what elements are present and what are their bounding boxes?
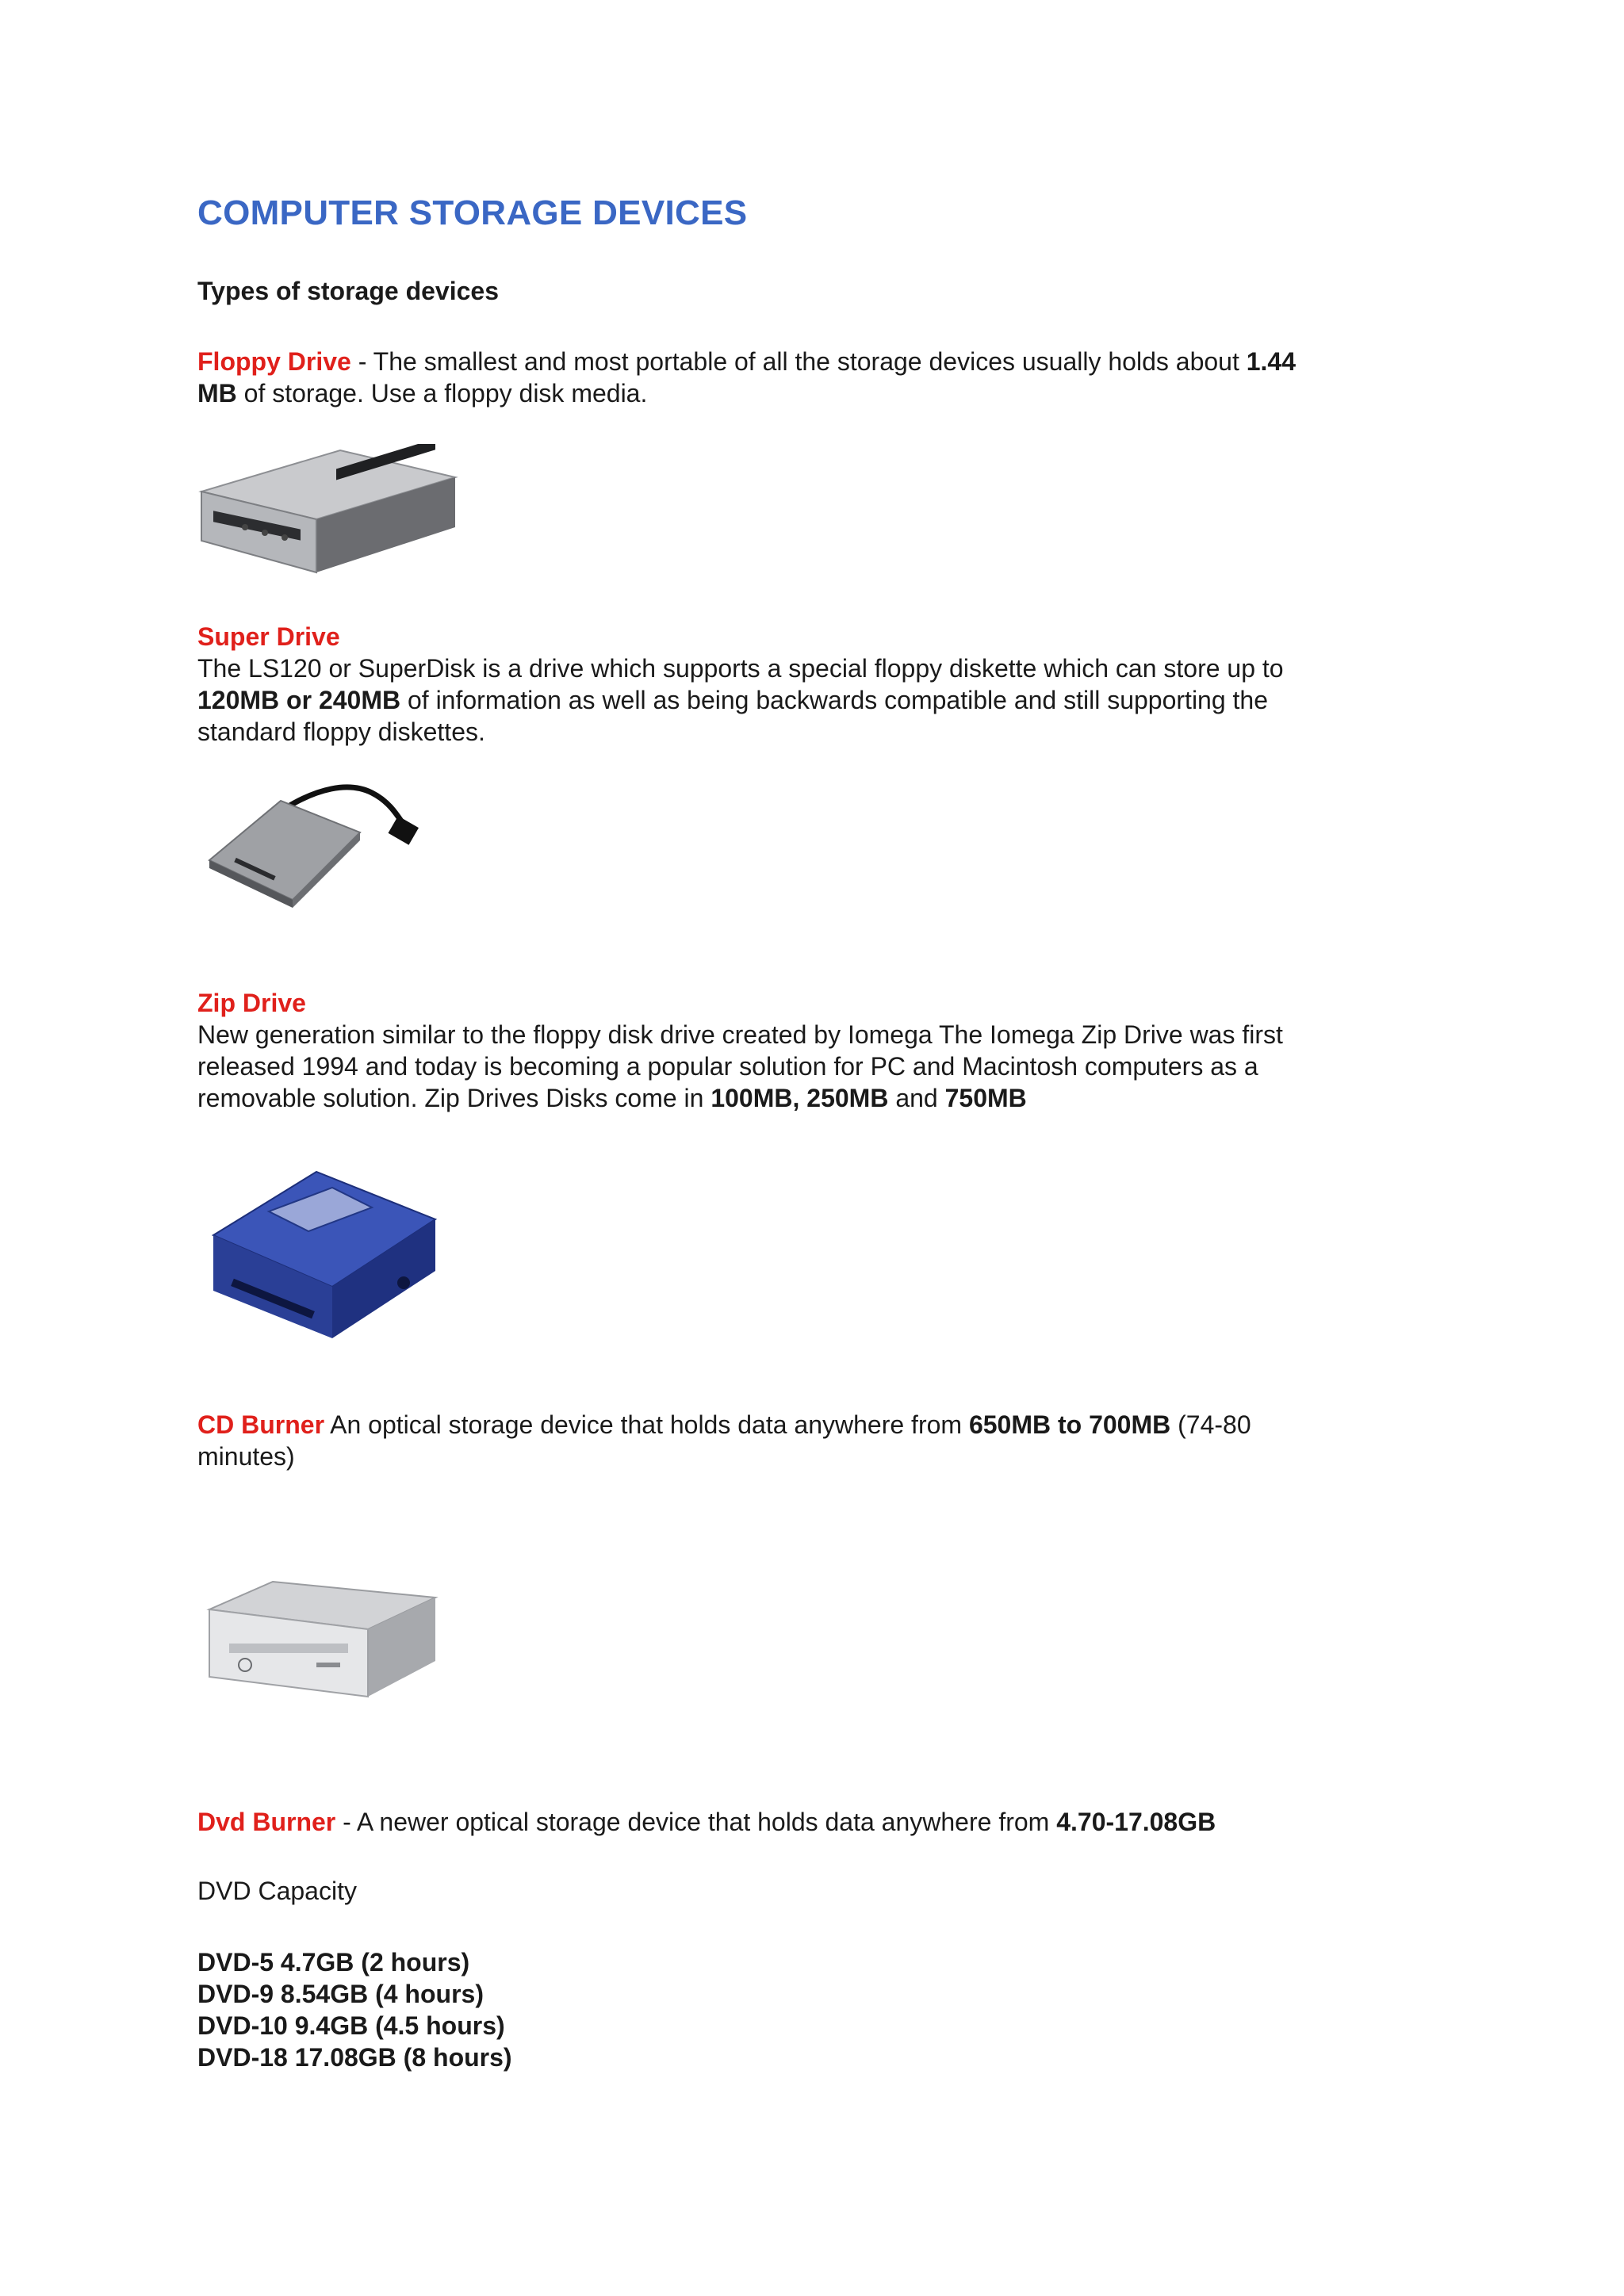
list-item: DVD-9 8.54GB (4 hours)	[197, 1980, 484, 2008]
list-item: DVD-5 4.7GB (2 hours)	[197, 1948, 470, 1976]
cd-line-2: minutes)	[197, 1442, 295, 1471]
list-item: DVD-18 17.08GB (8 hours)	[197, 2043, 512, 2072]
cd-burner-section	[197, 1409, 1387, 1472]
list-item: DVD-10 9.4GB (4.5 hours)	[197, 2011, 505, 2040]
floppy-line-1: Floppy Drive - The smallest and most portable of all the storage devices usually holds about 1.44	[197, 347, 1297, 376]
floppy-drive-term: Floppy Drive	[197, 347, 351, 376]
dvd-burner-section	[197, 1806, 1387, 1838]
zip-drive-term: Zip Drive	[197, 989, 306, 1017]
dvd-line-1: Dvd Burner - A newer optical storage device that holds data anywhere from 4.70-17.08GB	[197, 1808, 1216, 1836]
cd-burner-icon	[197, 1574, 443, 1709]
super-drive-section	[197, 621, 1387, 748]
zip-term-line	[197, 987, 1387, 1019]
cd-line-1: CD Burner An optical storage device that holds data anywhere from 650MB to 700MB (74-80	[197, 1410, 1251, 1439]
page-title: COMPUTER STORAGE DEVICES	[197, 193, 748, 232]
dvd-capacity-list	[197, 1946, 512, 2073]
zip-line-1: New generation similar to the floppy disk drive created by Iomega The Iomega Zip Drive was first	[197, 1020, 1283, 1049]
zip-line-3: removable solution. Zip Drives Disks come in 100MB, 250MB and 750MB	[197, 1084, 1027, 1112]
section-subtitle: Types of storage devices	[197, 277, 499, 305]
zip-line-2: released 1994 and today is becoming a popular solution for PC and Macintosh computers as a	[197, 1052, 1258, 1081]
super-line-1: The LS120 or SuperDisk is a drive which supports a special floppy diskette which can store up to	[197, 654, 1284, 683]
super-drive-term: Super Drive	[197, 622, 340, 651]
super-line-2: 120MB or 240MB of information as well as being backwards compatible and still supporting the	[197, 686, 1269, 714]
zip-drive-section	[197, 987, 1387, 1114]
floppy-drive-section	[197, 346, 1387, 409]
floppy-line-2: MB of storage. Use a floppy disk media.	[197, 379, 648, 408]
super-drive-icon	[197, 765, 435, 932]
dvd-burner-term: Dvd Burner	[197, 1808, 336, 1836]
super-line-3: standard floppy diskettes.	[197, 718, 485, 746]
dvd-capacity-label: DVD Capacity	[197, 1877, 357, 1905]
super-term-line	[197, 621, 1387, 652]
cd-burner-term: CD Burner	[197, 1410, 325, 1439]
floppy-drive-icon	[197, 444, 459, 579]
zip-drive-icon	[197, 1132, 451, 1370]
